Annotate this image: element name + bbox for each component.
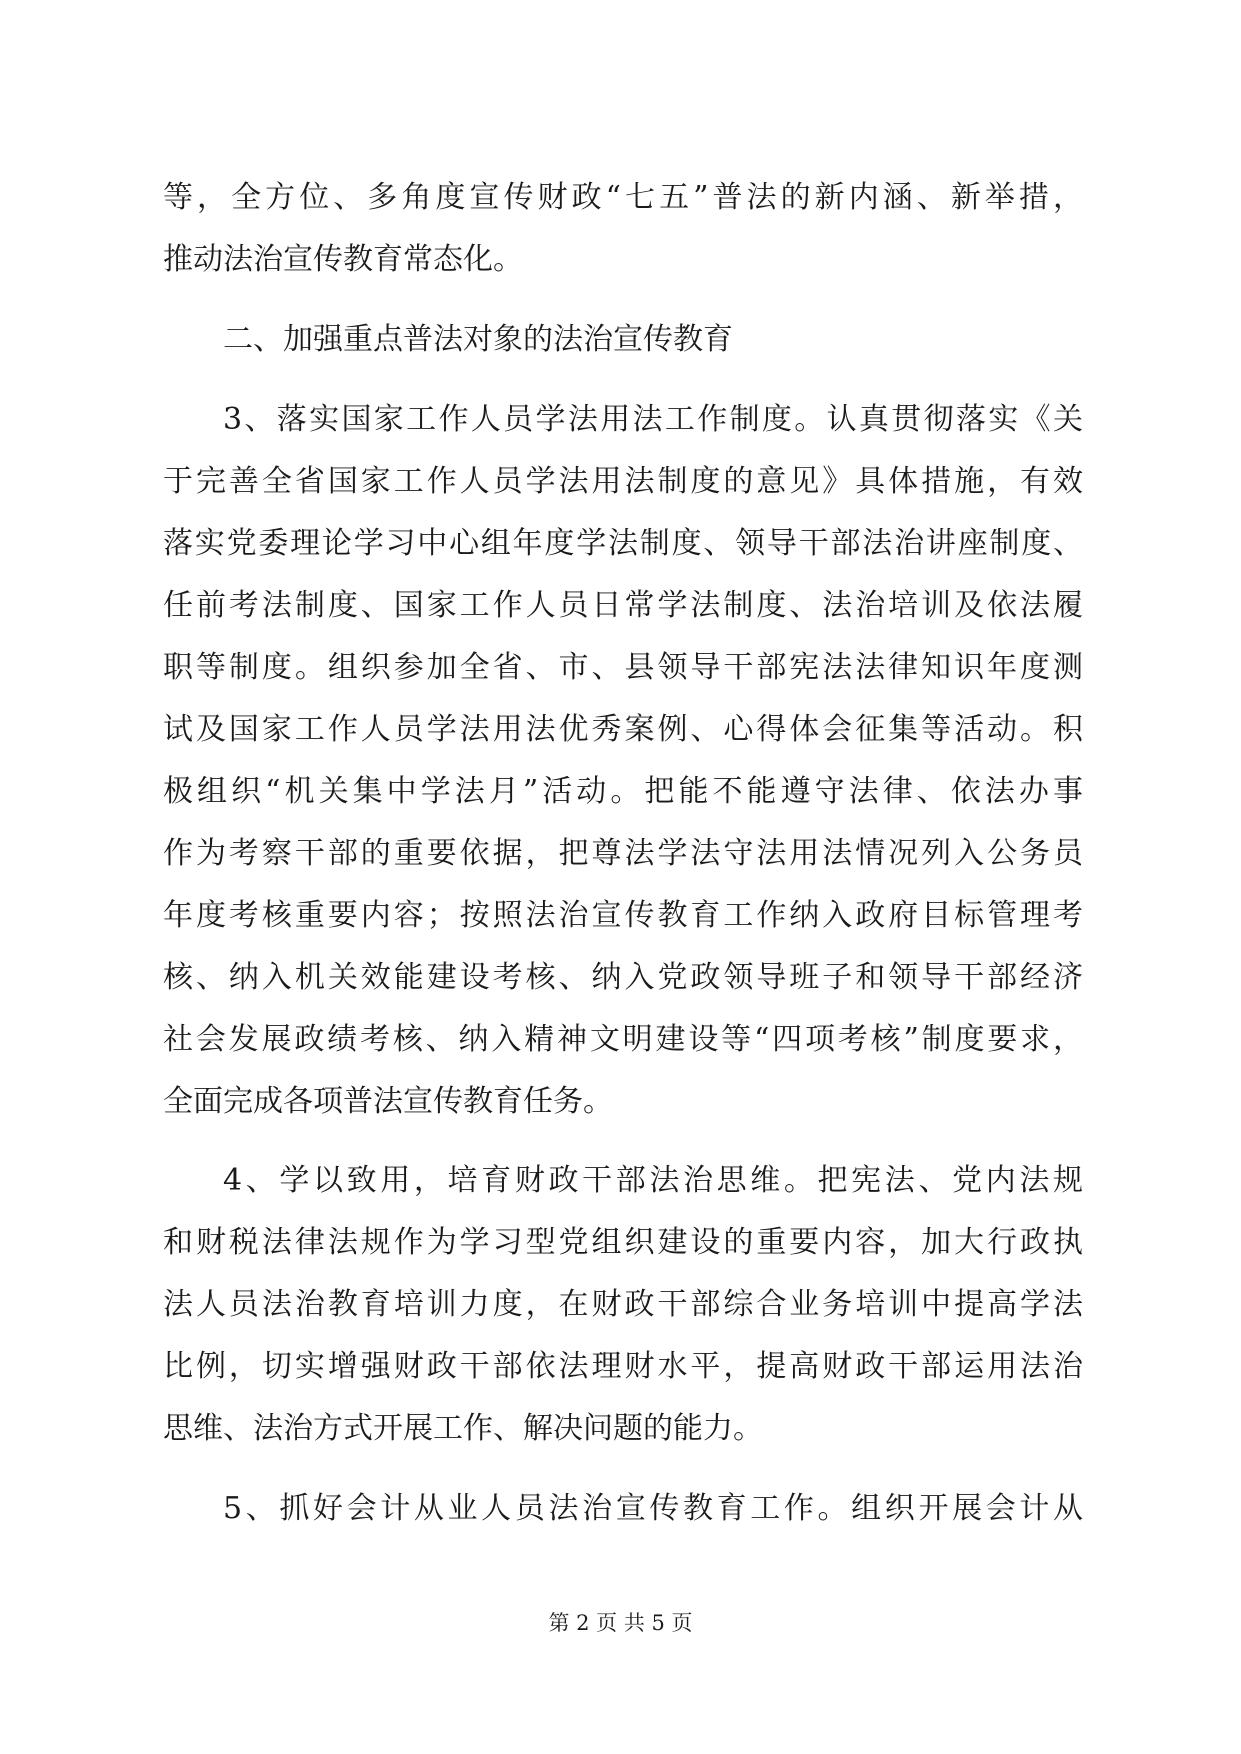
body-line: 等，全方位、多角度宣传财政“七五”普法的新内涵、新举措， (163, 180, 1083, 215)
body-line: 全面完成各项普法宣传教育任务。 (163, 1084, 613, 1119)
body-line: 社会发展政绩考核、纳入精神文明建设等“四项考核”制度要求， (163, 1022, 1083, 1057)
body-line: 任前考法制度、国家工作人员日常学法制度、法治培训及依法履 (163, 588, 1083, 623)
body-line: 思维、法治方式开展工作、解决问题的能力。 (163, 1411, 763, 1446)
section-heading: 二、加强重点普法对象的法治宣传教育 (223, 322, 733, 357)
page-number: 第 2 页 共 5 页 (548, 1611, 693, 1635)
body-line: 作为考察干部的重要依据，把尊法学法守法用法情况列入公务员 (163, 836, 1083, 871)
body-line: 5、抓好会计从业人员法治宣传教育工作。组织开展会计从 (223, 1491, 1083, 1526)
body-line: 比例，切实增强财政干部依法理财水平，提高财政干部运用法治 (163, 1349, 1083, 1384)
body-line: 核、纳入机关效能建设考核、纳入党政领导班子和领导干部经济 (163, 960, 1083, 995)
body-line: 试及国家工作人员学法用法优秀案例、心得体会征集等活动。积 (163, 712, 1083, 747)
body-line: 职等制度。组织参加全省、市、县领导干部宪法法律知识年度测 (163, 650, 1083, 685)
body-line: 3、落实国家工作人员学法用法工作制度。认真贯彻落实《关 (223, 402, 1083, 437)
body-line: 落实党委理论学习中心组年度学法制度、领导干部法治讲座制度、 (163, 526, 1083, 561)
body-line: 法人员法治教育培训力度，在财政干部综合业务培训中提高学法 (163, 1287, 1083, 1322)
body-line: 和财税法律法规作为学习型党组织建设的重要内容，加大行政执 (163, 1225, 1083, 1260)
body-line: 4、学以致用，培育财政干部法治思维。把宪法、党内法规 (223, 1163, 1083, 1198)
body-line: 年度考核重要内容；按照法治宣传教育工作纳入政府目标管理考 (163, 898, 1083, 933)
body-line: 极组织“机关集中学法月”活动。把能不能遵守法律、依法办事 (163, 774, 1083, 809)
body-line: 推动法治宣传教育常态化。 (163, 242, 523, 277)
body-line: 于完善全省国家工作人员学法用法制度的意见》具体措施，有效 (163, 464, 1083, 499)
